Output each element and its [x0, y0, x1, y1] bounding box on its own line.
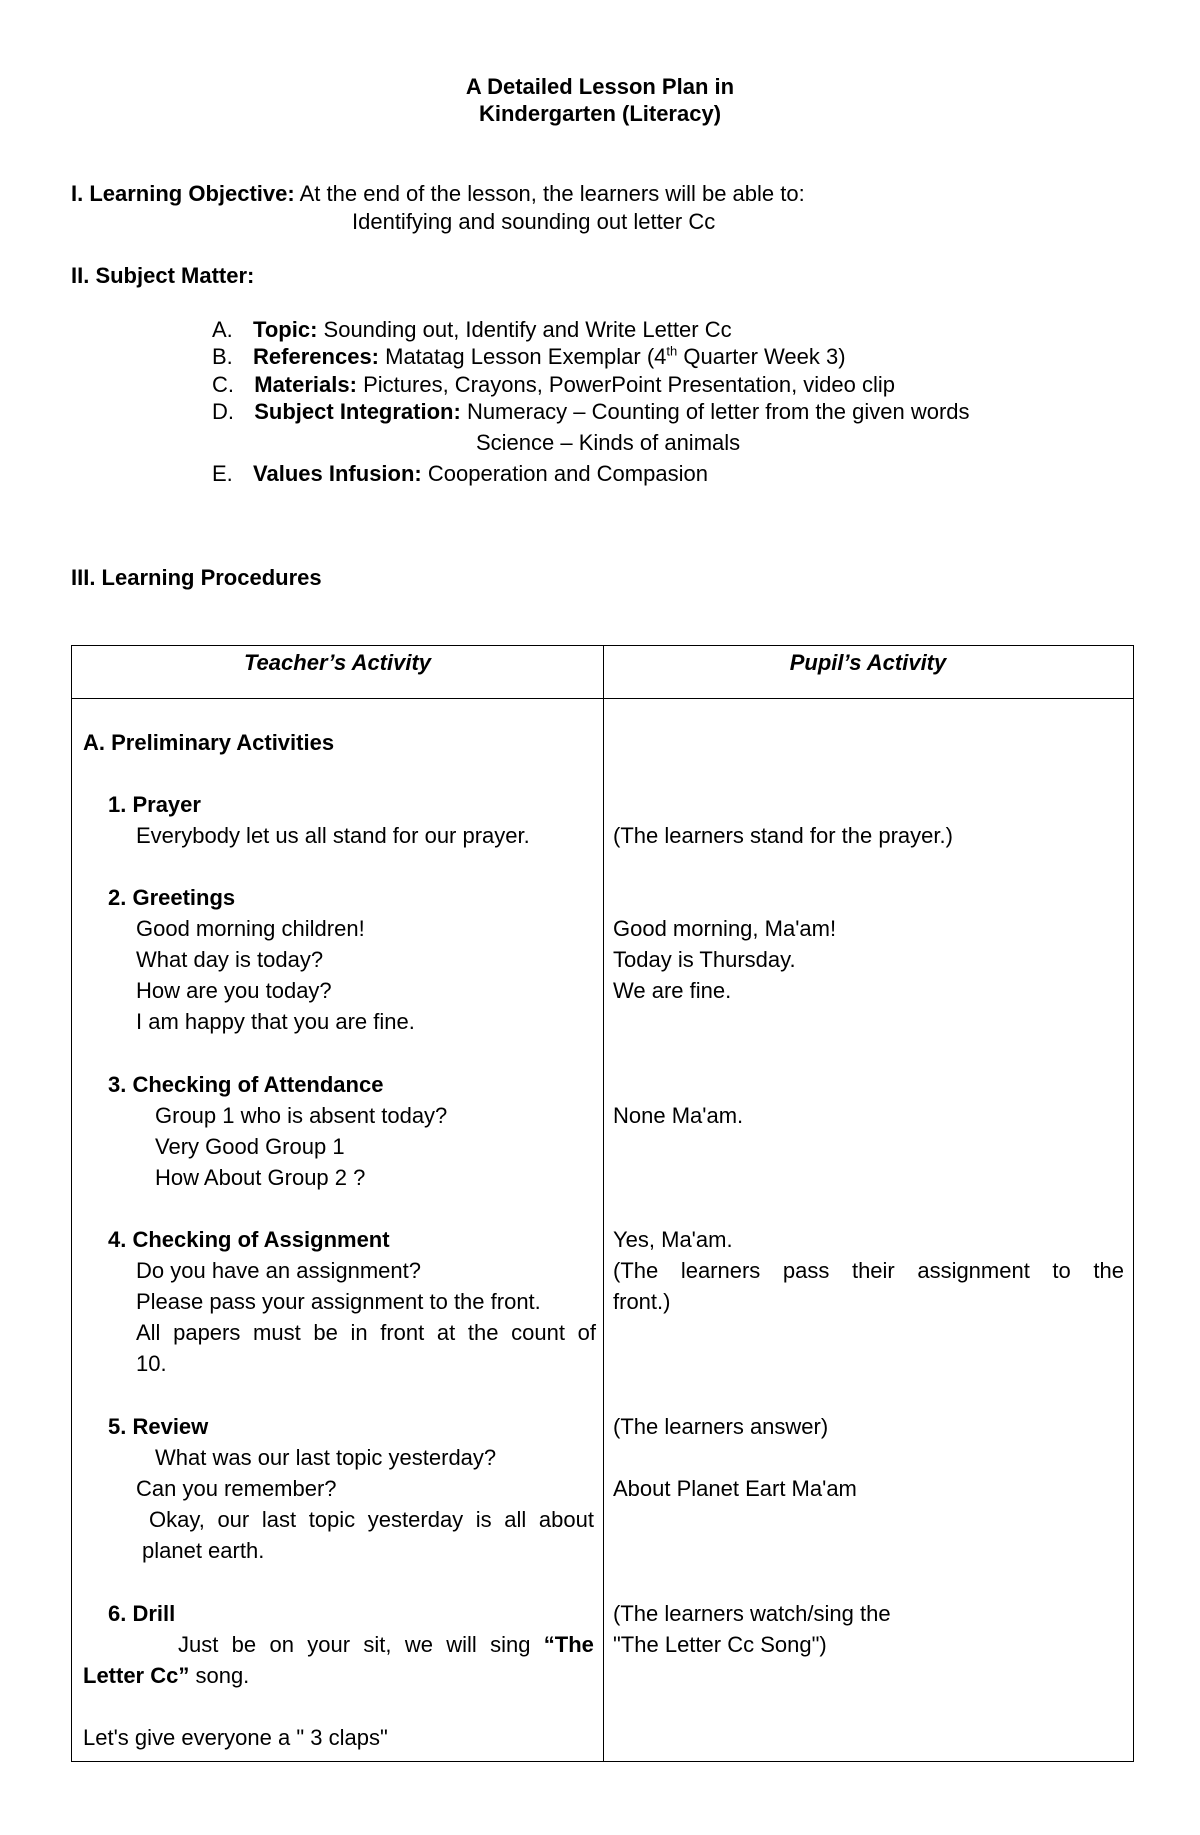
word: last — [261, 1507, 297, 1532]
assignment-teacher-line: Do you have an assignment? — [136, 1258, 421, 1283]
review-pupil-line: About Planet Eart Ma'am — [613, 1476, 857, 1501]
greetings-pupil-line: Good morning, Ma'am! — [613, 916, 837, 941]
drill-pupil-line: "The Letter Cc Song") — [613, 1632, 827, 1657]
word: our — [217, 1507, 250, 1532]
word: to — [1052, 1258, 1071, 1283]
word: pass — [782, 1258, 830, 1283]
subject-item-values — [212, 461, 708, 487]
assignment-pupil-justified — [613, 1258, 1124, 1284]
word: front — [380, 1320, 425, 1345]
prayer-heading: 1. Prayer — [108, 792, 201, 817]
activity-table — [71, 645, 1134, 1762]
assignment-teacher-last: 10. — [136, 1351, 167, 1376]
item-letter: D. — [212, 399, 234, 424]
subject-item-references — [212, 344, 846, 370]
word: will — [446, 1632, 477, 1657]
attendance-heading: 3. Checking of Attendance — [108, 1072, 384, 1097]
review-teacher-justified — [149, 1507, 594, 1533]
word: the — [467, 1320, 499, 1345]
objective-line — [71, 181, 805, 207]
header-pupil: Pupil’s Activity — [789, 650, 947, 675]
drill-teacher-line-2 — [83, 1663, 249, 1689]
subject-item-integration-2: Science – Kinds of animals — [476, 430, 741, 455]
item-label: Topic: — [253, 317, 318, 342]
word: we — [404, 1632, 433, 1657]
word: must — [253, 1320, 301, 1345]
drill-heading: 6. Drill — [108, 1601, 176, 1626]
word: All — [136, 1320, 161, 1345]
item-text: Numeracy – Counting of letter from the given words — [466, 399, 970, 424]
item-superscript: th — [666, 343, 678, 359]
item-letter: C. — [212, 372, 234, 397]
word: sit, — [363, 1632, 392, 1657]
word: assignment — [917, 1258, 1030, 1283]
drill-teacher-last: Let's give everyone a " 3 claps" — [83, 1725, 388, 1750]
greetings-teacher-line: What day is today? — [136, 947, 324, 972]
review-teacher-last: planet earth. — [142, 1538, 265, 1563]
drill-song-word: song. — [189, 1663, 250, 1688]
prayer-pupil: (The learners stand for the prayer.) — [613, 823, 953, 848]
assignment-heading: 4. Checking of Assignment — [108, 1227, 390, 1252]
review-pupil-line: (The learners answer) — [613, 1414, 829, 1439]
header-divider — [72, 698, 1133, 699]
word: Okay, — [149, 1507, 205, 1532]
word: your — [307, 1632, 351, 1657]
song-title-end: Letter Cc” — [83, 1663, 190, 1688]
title-line-1: A Detailed Lesson Plan in — [465, 74, 735, 99]
objective-text: At the end of the lesson, the learners will be able to: — [299, 181, 805, 206]
objective-label: I. Learning Objective: — [71, 181, 295, 206]
procedures-label: III. Learning Procedures — [71, 565, 322, 590]
item-text-after: Quarter Week 3) — [677, 344, 846, 369]
objective-item: Identifying and sounding out letter Cc — [352, 209, 716, 234]
attendance-teacher-line: Group 1 who is absent today? — [155, 1103, 448, 1128]
review-teacher-line: Can you remember? — [136, 1476, 337, 1501]
prayer-teacher: Everybody let us all stand for our prayer. — [136, 823, 530, 848]
subject-item-integration — [212, 399, 970, 425]
word: in — [350, 1320, 368, 1345]
word: their — [851, 1258, 895, 1283]
item-text: Pictures, Crayons, PowerPoint Presentation, video clip — [363, 372, 896, 397]
item-text: Sounding out, Identify and Write Letter Cc — [323, 317, 732, 342]
song-title-start: “The — [543, 1632, 594, 1657]
word: all — [504, 1507, 527, 1532]
greetings-pupil-line: Today is Thursday. — [613, 947, 796, 972]
drill-pupil-line: (The learners watch/sing the — [613, 1601, 891, 1626]
item-text: Matatag Lesson Exemplar (4 — [385, 344, 667, 369]
item-text: Cooperation and Compasion — [427, 461, 708, 486]
word: learners — [680, 1258, 761, 1283]
item-label: Values Infusion: — [253, 461, 422, 486]
greetings-teacher-line: Good morning children! — [136, 916, 365, 941]
word: at — [436, 1320, 456, 1345]
subject-item-topic — [212, 317, 732, 343]
word: about — [538, 1507, 594, 1532]
greetings-teacher-line: How are you today? — [136, 978, 332, 1003]
word: on — [269, 1632, 294, 1657]
greetings-heading: 2. Greetings — [108, 885, 236, 910]
word: sing — [490, 1632, 531, 1657]
item-label: Materials: — [254, 372, 357, 397]
word: (The — [613, 1258, 659, 1283]
header-teacher: Teacher’s Activity — [243, 650, 432, 675]
subject-item-materials — [212, 372, 895, 398]
item-letter: A. — [212, 317, 233, 342]
word: topic — [308, 1507, 356, 1532]
review-heading: 5. Review — [108, 1414, 209, 1439]
review-teacher-line: What was our last topic yesterday? — [155, 1445, 497, 1470]
subject-matter-label: II. Subject Matter: — [71, 263, 255, 288]
word: is — [475, 1507, 492, 1532]
assignment-pupil-last: front.) — [613, 1289, 671, 1314]
assignment-pupil: Yes, Ma'am. — [613, 1227, 733, 1252]
attendance-pupil: None Ma'am. — [613, 1103, 744, 1128]
word: count — [511, 1320, 565, 1345]
column-divider — [603, 646, 604, 1761]
word: Just — [178, 1632, 219, 1657]
assignment-teacher-justified — [136, 1320, 596, 1346]
attendance-teacher-line: Very Good Group 1 — [155, 1134, 345, 1159]
word: be — [231, 1632, 257, 1657]
drill-teacher-justified — [178, 1632, 594, 1658]
attendance-teacher-line: How About Group 2 ? — [155, 1165, 366, 1190]
title-line-2: Kindergarten (Literacy) — [478, 101, 722, 126]
item-label: References: — [253, 344, 379, 369]
word: papers — [173, 1320, 241, 1345]
word: of — [577, 1320, 596, 1345]
assignment-teacher-line: Please pass your assignment to the front. — [136, 1289, 541, 1314]
word: be — [313, 1320, 338, 1345]
item-letter: E. — [212, 461, 233, 486]
greetings-teacher-line: I am happy that you are fine. — [136, 1009, 415, 1034]
word: the — [1093, 1258, 1124, 1283]
word: yesterday — [367, 1507, 464, 1532]
item-letter: B. — [212, 344, 233, 369]
section-a-heading: A. Preliminary Activities — [83, 730, 335, 755]
greetings-pupil-line: We are fine. — [613, 978, 732, 1003]
item-label: Subject Integration: — [254, 399, 461, 424]
